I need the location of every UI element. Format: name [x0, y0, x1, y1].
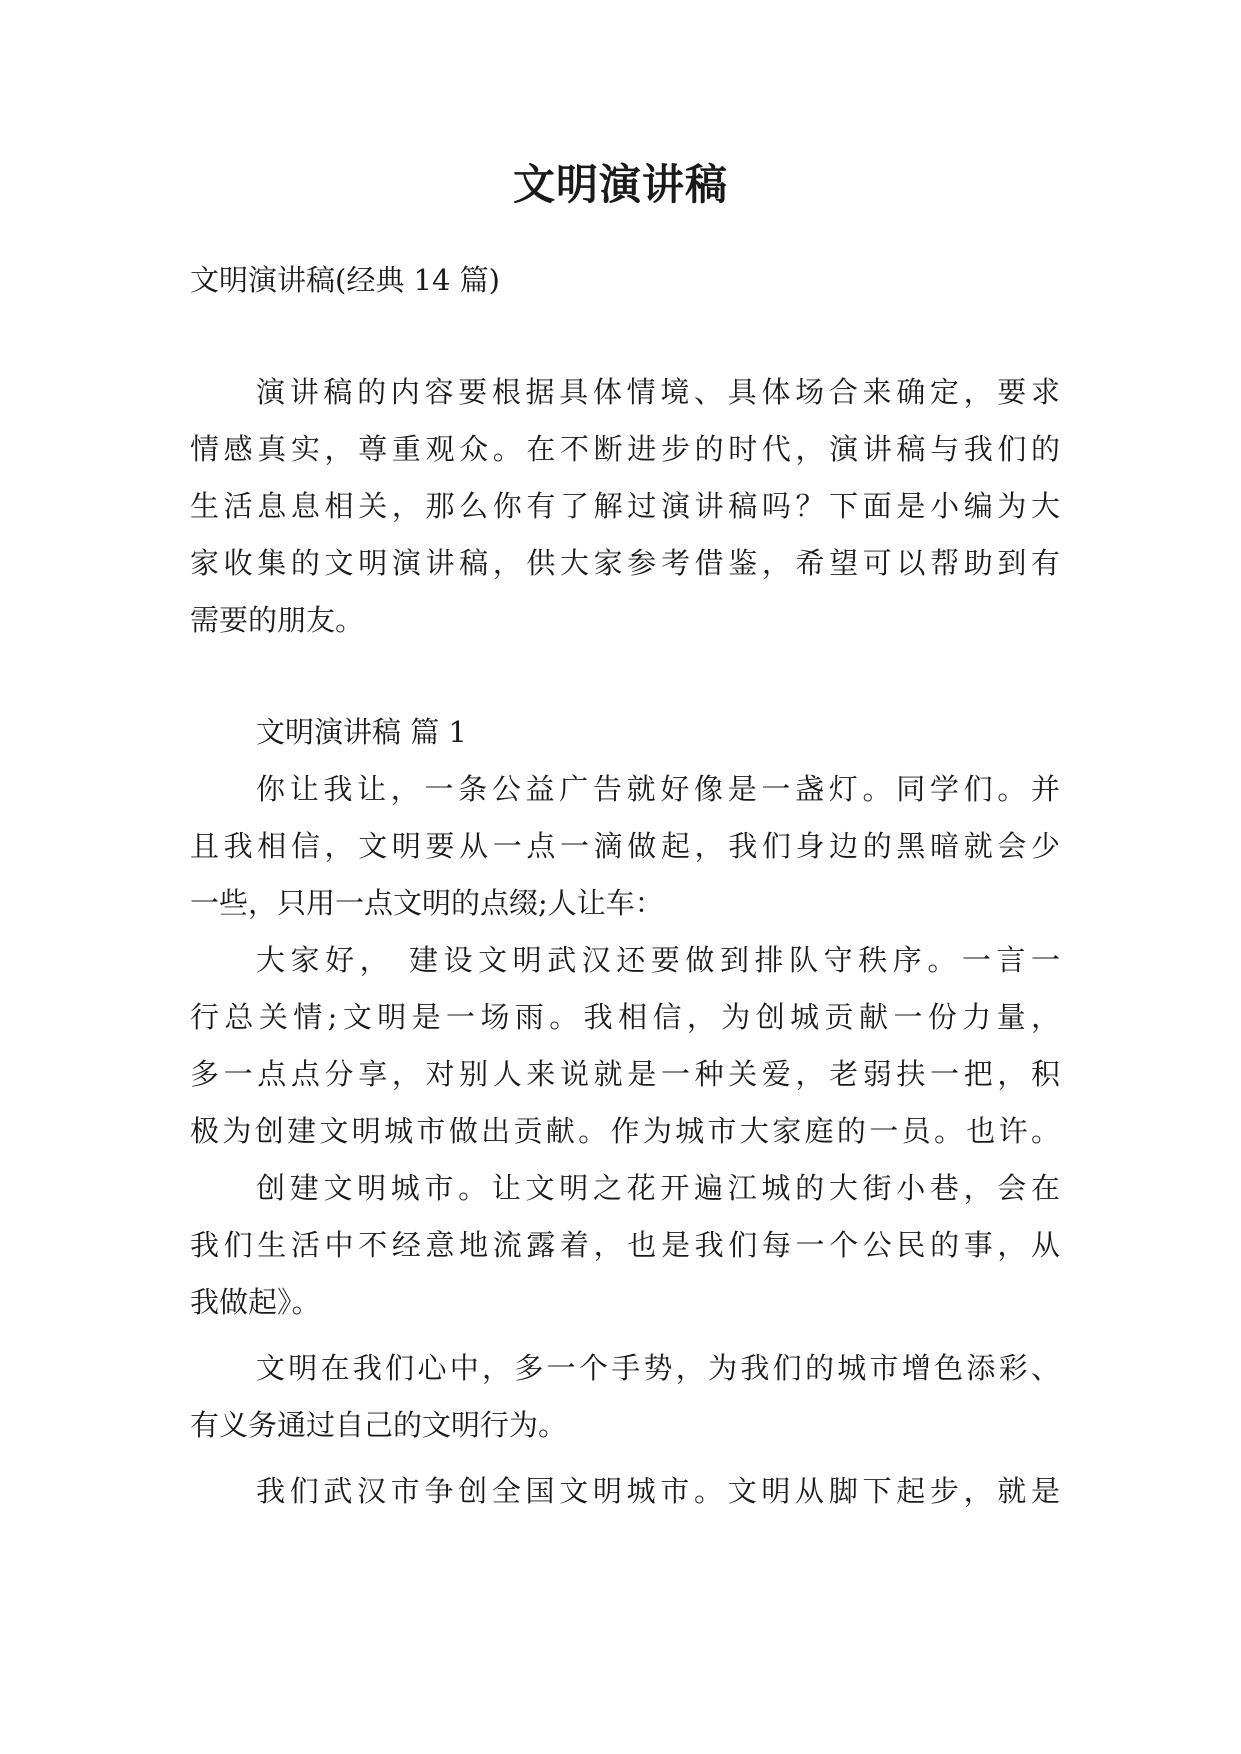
- paragraph-line: 你让我让，一条公益广告就好像是一盏灯。同学们。并: [256, 772, 1060, 806]
- paragraph-line: 我做起》。: [190, 1285, 321, 1319]
- intro-line: 演讲稿的内容要根据具体情境、具体场合来确定，要求: [256, 375, 1060, 409]
- paragraph-line: 大家好， 建设文明武汉还要做到排队守秩序。一言一: [256, 943, 1060, 977]
- document-title: 文明演讲稿: [512, 160, 728, 209]
- intro-line: 情感真实，尊重观众。在不断进步的时代，演讲稿与我们的: [190, 432, 1060, 466]
- paragraph-line: 我们生活中不经意地流露着，也是我们每一个公民的事，从: [190, 1228, 1060, 1262]
- paragraph-line: 文明在我们心中，多一个手势，为我们的城市增色添彩、: [256, 1351, 1060, 1385]
- paragraph-line: 极为创建文明城市做出贡献。作为城市大家庭的一员。也许。: [190, 1114, 1060, 1148]
- intro-line: 需要的朋友。: [190, 603, 365, 637]
- paragraph-line: 创建文明城市。让文明之花开遍江城的大街小巷，会在: [256, 1171, 1060, 1205]
- paragraph-line: 多一点点分享，对别人来说就是一种关爱，老弱扶一把，积: [190, 1057, 1060, 1091]
- document-subtitle: 文明演讲稿(经典 14 篇): [190, 263, 500, 297]
- paragraph-line: 一些，只用一点文明的点缀;人让车：: [190, 886, 664, 920]
- section-heading: 文明演讲稿 篇 1: [256, 715, 467, 749]
- paragraph-line: 有义务通过自己的文明行为。: [190, 1408, 568, 1442]
- intro-line: 家收集的文明演讲稿，供大家参考借鉴，希望可以帮助到有: [190, 546, 1060, 580]
- paragraph-line: 我们武汉市争创全国文明城市。文明从脚下起步，就是: [256, 1474, 1060, 1508]
- paragraph-line: 行总关情;文明是一场雨。我相信，为创城贡献一份力量，: [190, 1000, 1060, 1034]
- intro-line: 生活息息相关，那么你有了解过演讲稿吗？下面是小编为大: [190, 489, 1060, 523]
- paragraph-line: 且我相信，文明要从一点一滴做起，我们身边的黑暗就会少: [190, 829, 1060, 863]
